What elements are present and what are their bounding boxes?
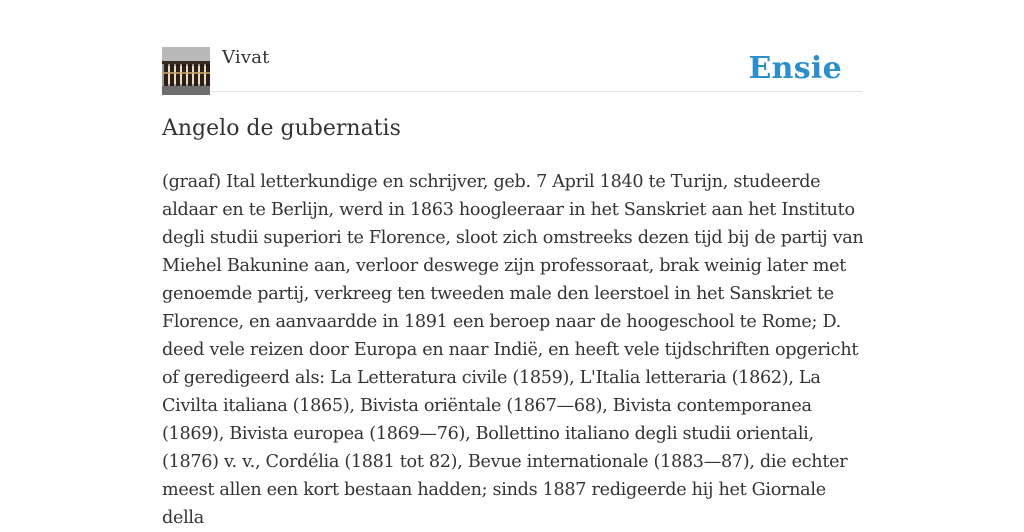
- bookshelf-icon: [162, 47, 210, 95]
- article-body: (graaf) Ital letterkundige en schrijver, geb. 7 April 1840 te Turijn, studeerde aldaar en te Berlijn, werd in 1863 hoogleeraar in het Sanskriet aan het Instituto degli studii superiori te Florence, sloot zich omstreeks dezen tijd bij de partij van Miehel Bakunine aan, verloor deswege zijn professoraat, brak weinig later met genoemde partij, verkreeg ten tweeden male den leerstoel in het Sanskriet te Florence, en aanvaardde in 1891 een beroep naar de hoogeschool te Rome; D. deed vele reizen door Europa en naar Indië, en heeft vele tijdschriften opgericht of geredigeerd als: La Letteratura civile (1859), L'Italia letteraria (1862), La Civilta italiana (1865), Bivista oriëntale (1867—68), Bivista contemporanea (1869), Bivista europea (1869—76), Bollettino italiano degli studii orientali, (1876) v. v., Cordélia (1881 tot 82), Bevue internationale (1883—87), die echter meest allen een kort bestaan hadden; sinds 1887 redigeerde hij het Giornale della: [162, 172, 864, 528]
- page-header: [162, 46, 862, 92]
- source-name[interactable]: Vivat: [222, 47, 270, 68]
- source-avatar[interactable]: [162, 47, 210, 95]
- article-title: Angelo de gubernatis: [162, 116, 401, 141]
- brand-logo[interactable]: Ensie: [748, 51, 842, 86]
